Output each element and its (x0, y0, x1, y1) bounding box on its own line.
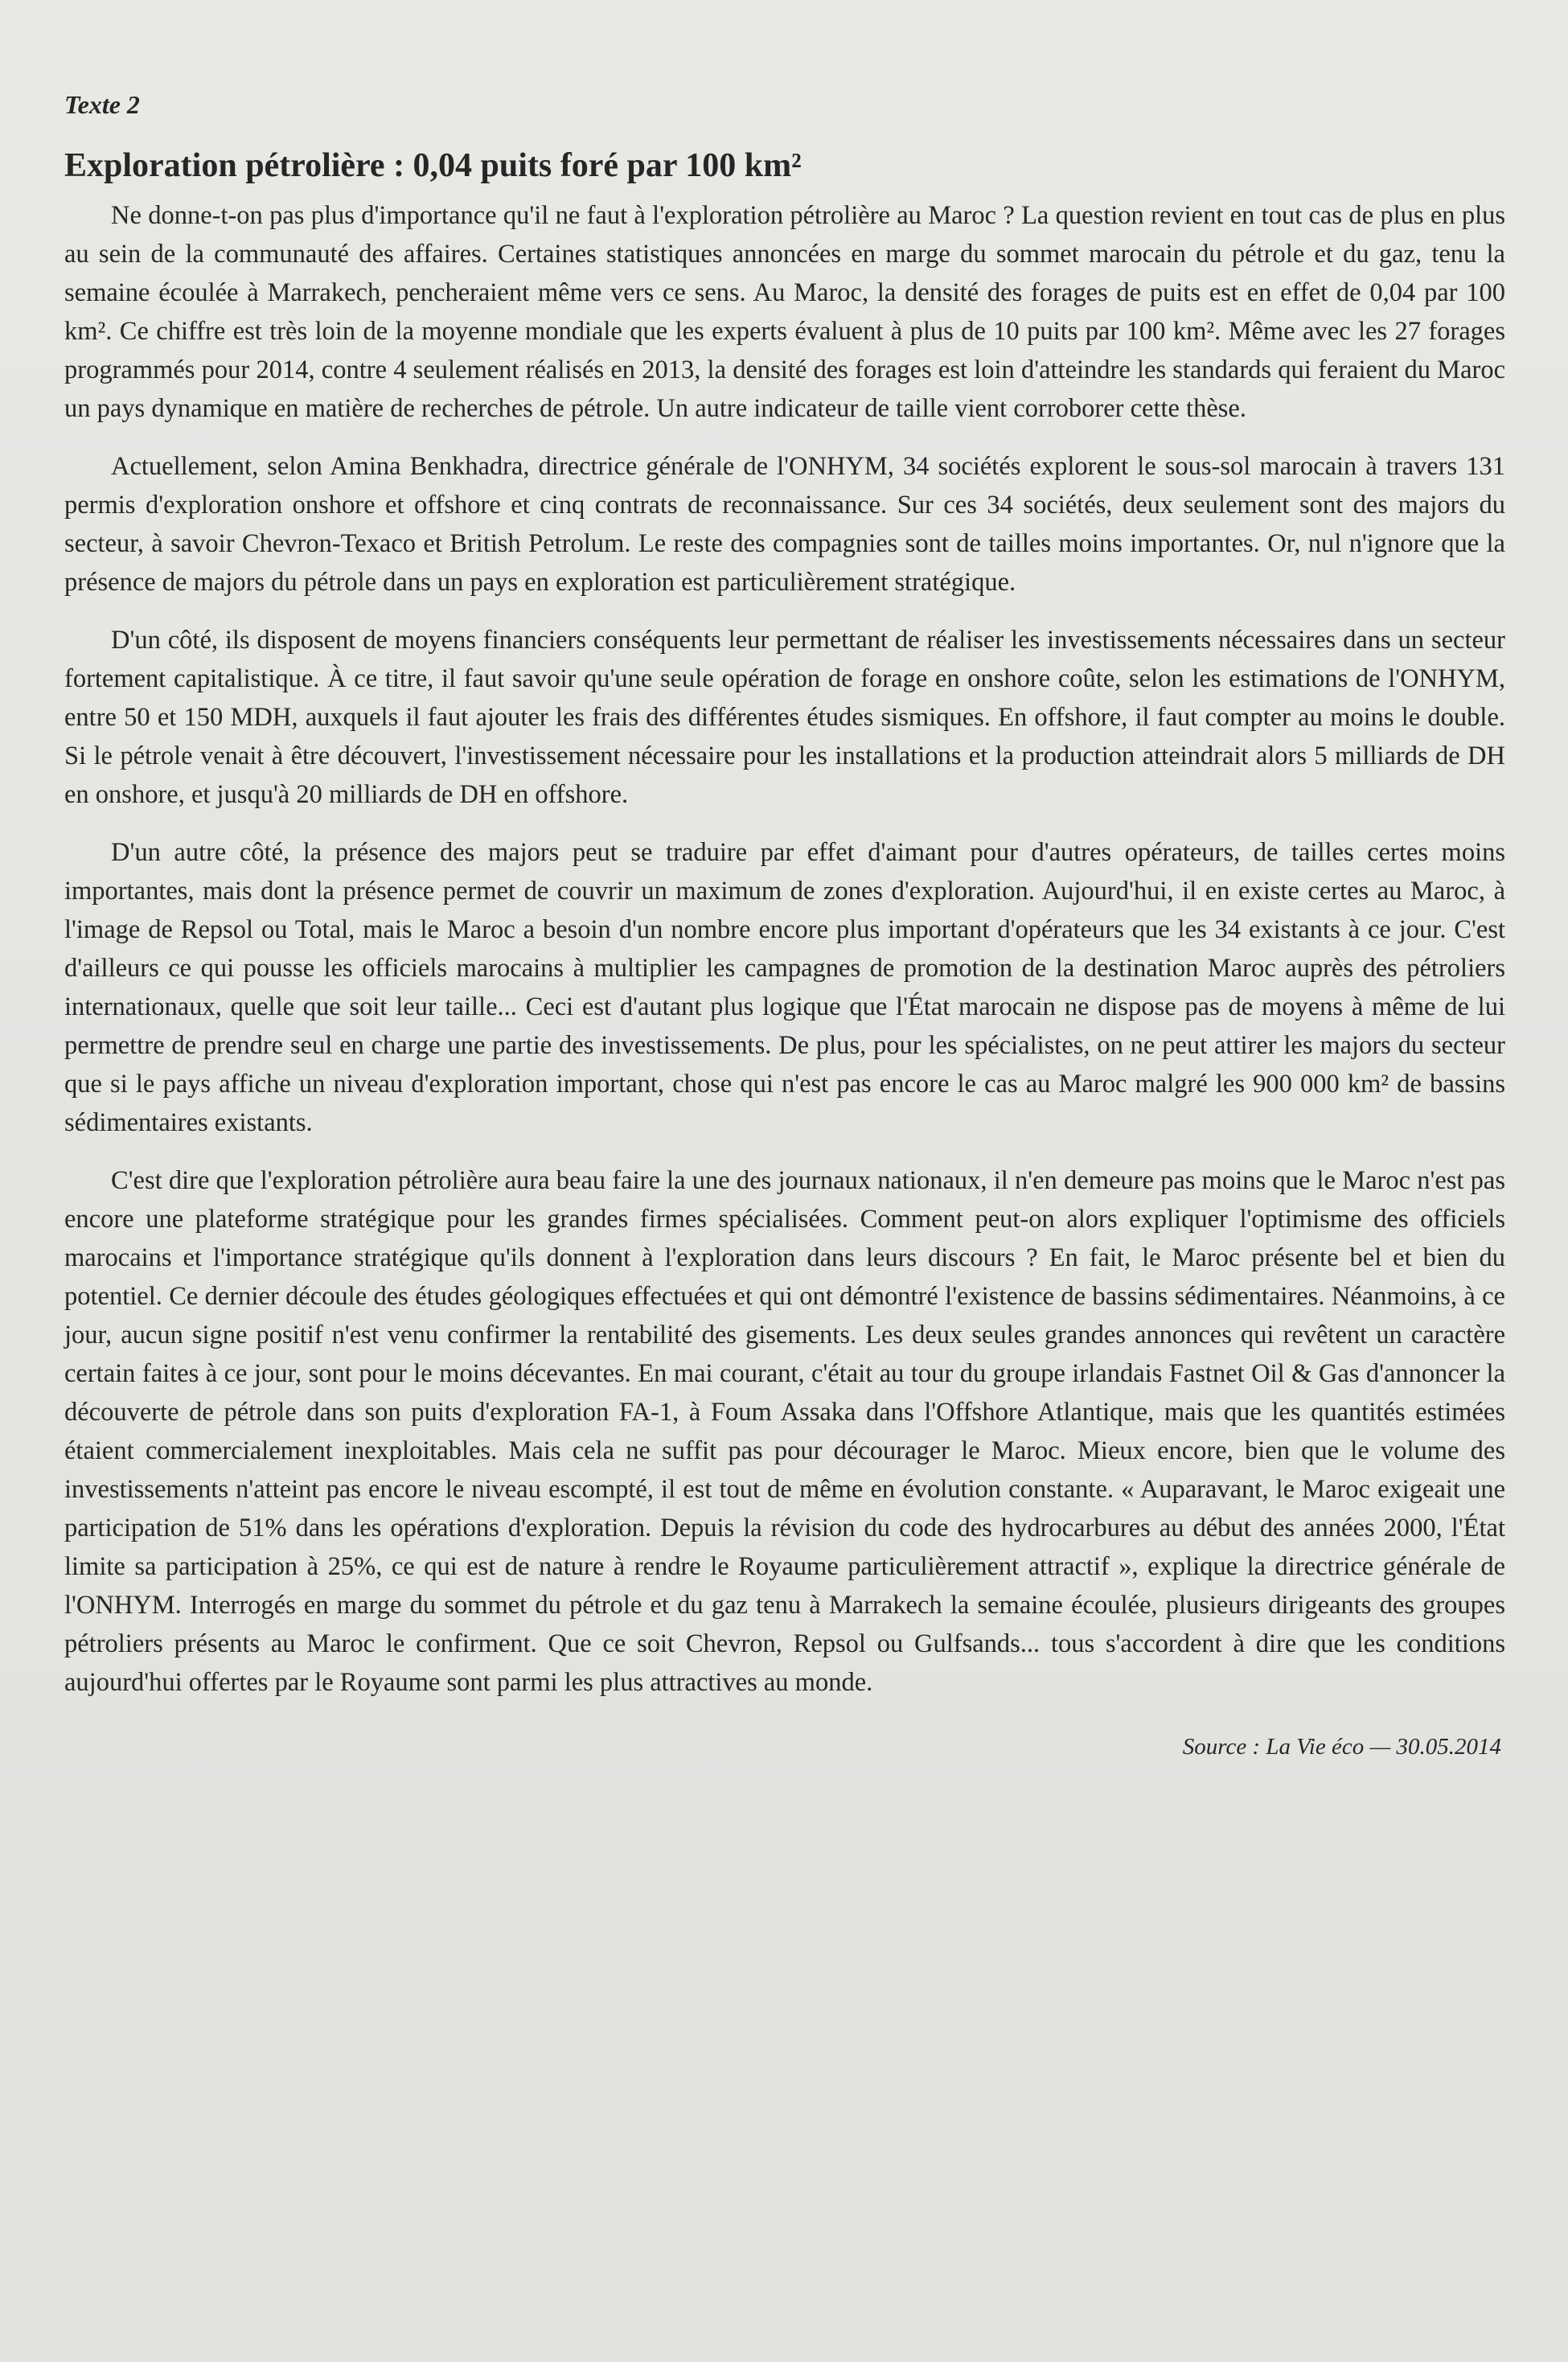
paragraph-4: D'un autre côté, la présence des majors peut se traduire par effet d'aimant pour d'autres opérateurs, de tailles certes moins importantes, mais dont la présence permet de couvrir un maximum de zones d'exploration. Aujourd'hui, il en existe certes au Maroc, à l'image de Repsol ou Total, mais le Maroc a besoin d'un nombre encore plus important d'opérateurs que les 34 existants à ce jour. C'est d'ailleurs ce qui pousse les officiels marocains à multiplier les campagnes de promotion de la destination Maroc auprès des pétroliers internationaux, quelle que soit leur taille... Ceci est d'autant plus logique que l'État marocain ne dispose pas de moyens à même de lui permettre de prendre seul en charge une partie des investissements. De plus, pour les spécialistes, on ne peut attirer les majors du secteur que si le pays affiche un niveau d'exploration important, chose qui n'est pas encore le cas au Maroc malgré les 900 000 km² de bassins sédimentaires existants. (64, 838, 1505, 1137)
paragraph-5: C'est dire que l'exploration pétrolière aura beau faire la une des journaux nationaux, il n'en demeure pas moins que le Maroc n'est pas encore une plateforme stratégique pour les grandes firmes spécialisées. Comment peut-on alors expliquer l'optimisme des officiels marocains et l'importance stratégique qu'ils donnent à l'exploration dans leurs discours ? En fait, le Maroc présente bel et bien du potentiel. Ce dernier découle des études géologiques effectuées et qui ont démontré l'existence de bassins sédimentaires. Néanmoins, à ce jour, aucun signe positif n'est venu confirmer la rentabilité des gisements. Les deux seules grandes annonces qui revêtent un caractère certain faites à ce jour, sont pour le moins décevantes. En mai courant, c'était au tour du groupe irlandais Fastnet Oil & Gas d'annoncer la découverte de pétrole dans son puits d'exploration FA-1, à Foum Assaka dans l'Offshore Atlantique, mais que les quantités estimées étaient commercialement inexploitables. Mais cela ne suffit pas pour décourager le Maroc. Mieux encore, bien que le volume des investissements n'atteint pas encore le niveau escompté, il est tout de même en évolution constante. « Auparavant, le Maroc exigeait une participation de 51% dans les opérations d'exploration. Depuis la révision du code des hydrocarbures au début des années 2000, l'État limite sa participation à 25%, ce qui est de nature à rendre le Royaume particulièrement attractif », explique la directrice générale de l'ONHYM. Interrogés en marge du sommet du pétrole et du gaz tenu à Marrakech la semaine écoulée, plusieurs dirigeants des groupes pétroliers présents au Maroc le confirment. Que ce soit Chevron, Repsol ou Gulfsands... tous s'accordent à dire que les conditions aujourd'hui offertes par le Royaume sont parmi les plus attractives au monde. (64, 1166, 1505, 1697)
paragraph-3: D'un côté, ils disposent de moyens financiers conséquents leur permettant de réaliser les investissements nécessaires dans un secteur fortement capitalistique. À ce titre, il faut savoir qu'une seule opération de forage en onshore coûte, selon les estimations de l'ONHYM, entre 50 et 150 MDH, auxquels il faut ajouter les frais des différentes études sismiques. En offshore, il faut compter au moins le double. Si le pétrole venait à être découvert, l'investissement nécessaire pour les installations et la production atteindrait alors 5 milliards de DH en onshore, et jusqu'à 20 milliards de DH en offshore. (64, 626, 1505, 809)
text-label: Texte 2 (64, 90, 140, 119)
source-citation: Source : La Vie éco — 30.05.2014 (1182, 1734, 1501, 1760)
article-body (64, 196, 1505, 1702)
paragraph-2: Actuellement, selon Amina Benkhadra, directrice générale de l'ONHYM, 34 sociétés explorent le sous-sol marocain à travers 131 permis d'exploration onshore et offshore et cinq contrats de reconnaissance. Sur ces 34 sociétés, deux seulement sont des majors du secteur, à savoir Chevron-Texaco et British Petrolum. Le reste des compagnies sont de tailles moins importantes. Or, nul n'ignore que la présence de majors du pétrole dans un pays en exploration est particulièrement stratégique. (64, 452, 1505, 597)
article-title: Exploration pétrolière : 0,04 puits foré par 100 km² (64, 147, 802, 184)
paragraph-1: Ne donne-t-on pas plus d'importance qu'il ne faut à l'exploration pétrolière au Maroc ? La question revient en tout cas de plus en plus au sein de la communauté des affaires. Certaines statistiques annoncées en marge du sommet marocain du pétrole et du gaz, tenu la semaine écoulée à Marrakech, pencheraient même vers ce sens. Au Maroc, la densité des forages de puits est en effet de 0,04 par 100 km². Ce chiffre est très loin de la moyenne mondiale que les experts évaluent à plus de 10 puits par 100 km². Même avec les 27 forages programmés pour 2014, contre 4 seulement réalisés en 2013, la densité des forages est loin d'atteindre les standards qui feraient du Maroc un pays dynamique en matière de recherches de pétrole. Un autre indicateur de taille vient corroborer cette thèse. (64, 201, 1505, 423)
